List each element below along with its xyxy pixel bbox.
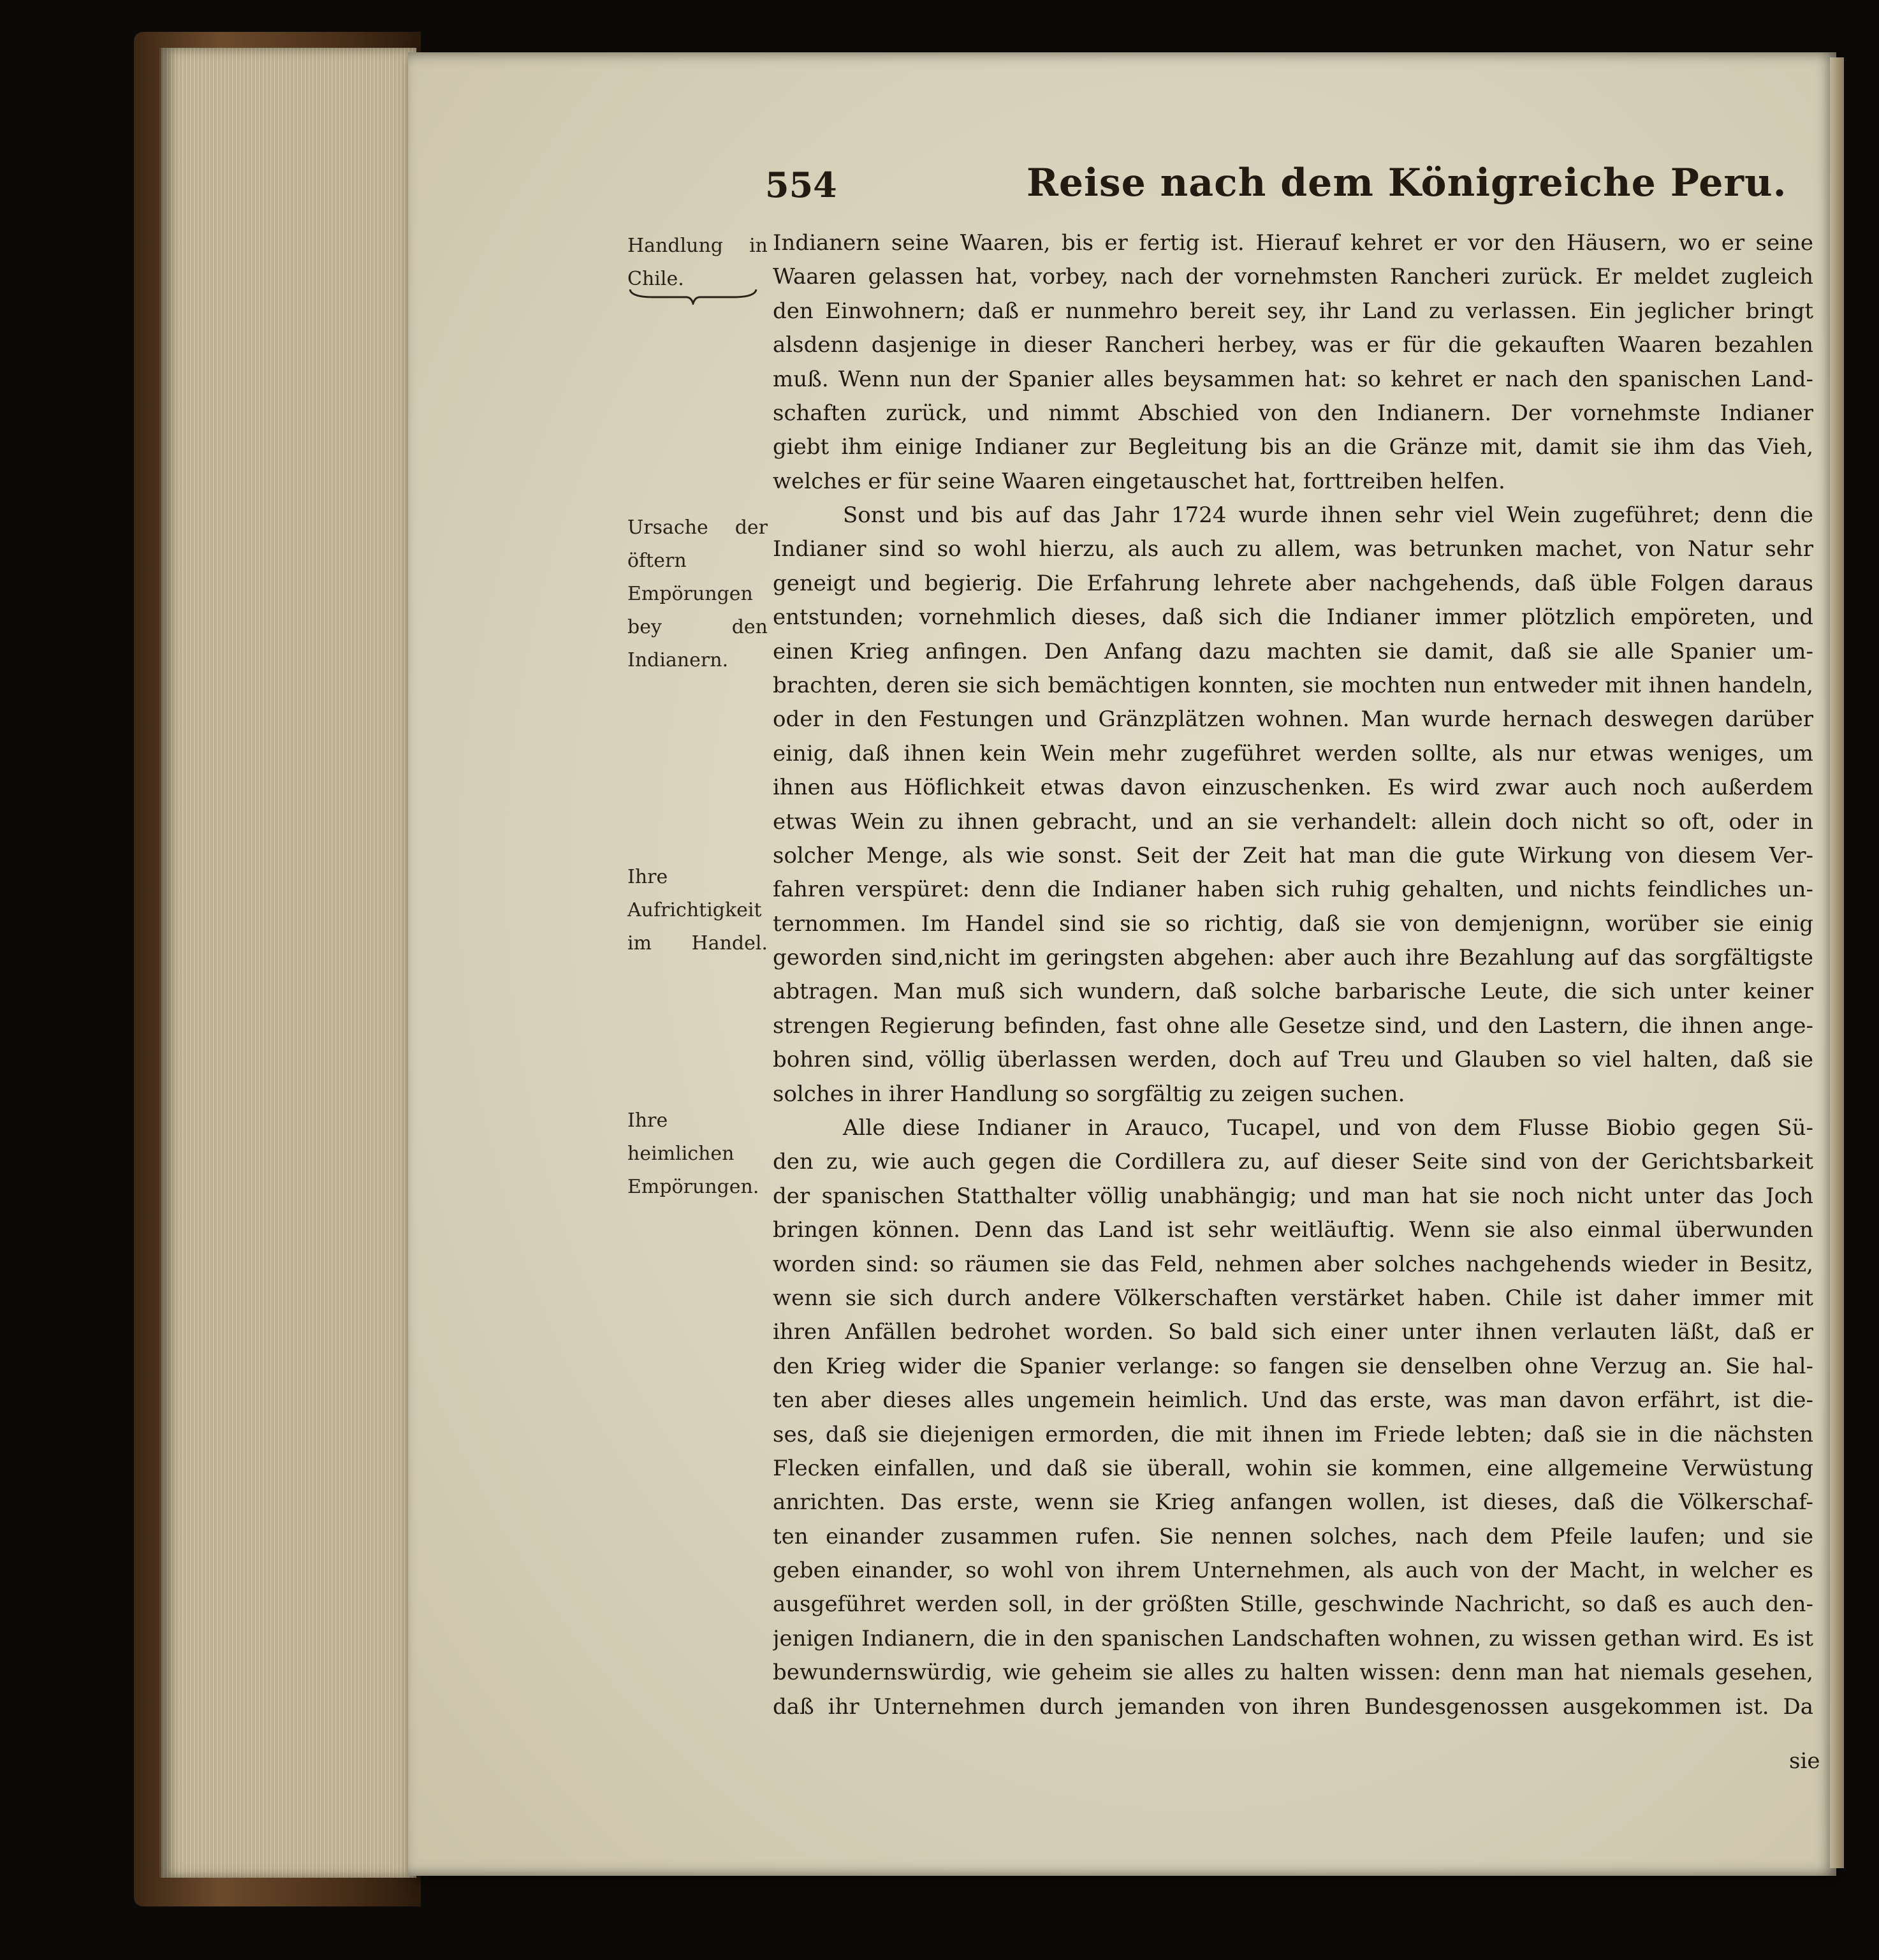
text-line: entstunden; vornehmlich dieses, daß sich die Indianer immer plötzlich empöreten, und <box>773 604 1813 631</box>
text-line: bewundernswürdig, wie geheim sie alles zu halten wissen: denn man hat niemals gesehen, <box>773 1660 1813 1686</box>
text-line: anrichten. Das erste, wenn sie Krieg anfangen wollen, ist dieses, daß die Völkerschaf- <box>773 1489 1813 1516</box>
text-line: den Einwohnern; daß er nunmehro bereit sey, ihr Land zu verlassen. Ein jeglicher bringt <box>773 298 1813 324</box>
page-edges <box>159 48 416 1878</box>
text-line: welches er für seine Waaren eingetauschet hat, forttreiben helfen. <box>773 468 1505 494</box>
text-line: ausgeführet werden soll, in der größten Stille, geschwinde Nachricht, so daß es auch den- <box>773 1591 1813 1618</box>
text-line: Flecken einfallen, und daß sie überall, wohin sie kommen, eine allgemeine Verwüstung <box>773 1455 1813 1481</box>
side-note-aufrichtigkeit: Ihre Aufrichtigkeit im Handel. <box>627 866 768 954</box>
text-line: den Krieg wider die Spanier verlange: so fangen sie denselben ohne Verzug an. Sie hal- <box>773 1353 1813 1379</box>
text-line: Indianer sind so wohl hierzu, als auch zu allem, was betrunken machet, von Natur sehr <box>773 536 1813 562</box>
text-line: jenigen Indianern, die in den spanischen Landschaften wohnen, zu wissen gethan wird. Es ist <box>773 1625 1813 1651</box>
text-line: Sonst und bis auf das Jahr 1724 wurde ihnen sehr viel Wein zugeführet; denn die <box>843 502 1813 528</box>
text-line: ihnen aus Höflichkeit etwas davon einzuschenken. Es wird zwar auch noch außerdem <box>773 775 1813 801</box>
text-line: abtragen. Man muß sich wundern, daß solche barbarische Leute, die sich unter keiner <box>773 979 1813 1005</box>
text-line: geben einander, so wohl von ihrem Unternehmen, als auch von der Macht, in welcher es <box>773 1558 1813 1584</box>
text-line: einig, daß ihnen kein Wein mehr zugeführet werden sollte, als nur etwas weniges, um <box>773 740 1813 766</box>
text-line: bringen können. Denn das Land ist sehr weitläuftig. Wenn sie also einmal überwunden <box>773 1217 1813 1243</box>
text-line: giebt ihm einige Indianer zur Begleitung bis an die Gränze mit, damit sie ihm das Vieh, <box>773 434 1813 460</box>
text-line: bohren sind, völlig überlassen werden, doch auf Treu und Glauben so viel halten, daß sie <box>773 1047 1813 1073</box>
text-line: ten aber dieses alles ungemein heimlich. Und das erste, was man davon erfährt, ist die- <box>773 1387 1813 1414</box>
page-number: 554 <box>765 165 837 205</box>
paragraph-3 <box>773 1111 1813 1724</box>
text-line: alsdenn dasjenige in dieser Rancheri herbey, was er für die gekauften Waaren bezahlen <box>773 332 1813 358</box>
running-title: Reise nach dem Königreiche Peru. <box>1027 161 1787 205</box>
paragraph-2 <box>773 499 1813 1111</box>
catchword: sie <box>1789 1748 1820 1774</box>
text-line: geneigt und begierig. Die Erfahrung lehrete aber nachgehends, daß üble Folgen daraus <box>773 570 1813 596</box>
text-line: ten einander zusammen rufen. Sie nennen solches, nach dem Pfeile laufen; und sie <box>773 1523 1813 1549</box>
text-line: wenn sie sich durch andere Völkerschaften verstärket haben. Chile ist daher immer mit <box>773 1285 1813 1311</box>
text-line: der spanischen Statthalter völlig unabhängig; und man hat sie noch nicht unter das Joch <box>773 1183 1813 1209</box>
side-note-ursache: Ursache der öftern Empörungen bey den Indianern. <box>627 516 768 671</box>
text-line: etwas Wein zu ihnen gebracht, und an sie verhandelt: allein doch nicht so oft, oder in <box>773 808 1813 835</box>
text-line: ses, daß sie diejenigen ermorden, die mit ihnen im Friede lebten; daß sie in die nächsten <box>773 1421 1813 1447</box>
text-line: Waaren gelassen hat, vorbey, nach der vornehmsten Rancheri zurück. Er meldet zugleich <box>773 264 1813 290</box>
text-line: ternommen. Im Handel sind sie so richtig, daß sie von demjenignn, worüber sie einig <box>773 911 1813 937</box>
text-line: muß. Wenn nun der Spanier alles beysammen hat: so kehret er nach den spanischen Land- <box>773 366 1813 392</box>
text-line: fahren verspüret: denn die Indianer haben sich ruhig gehalten, und nichts feindliches un- <box>773 877 1813 903</box>
text-line: ihren Anfällen bedrohet worden. So bald sich einer unter ihnen verlauten läßt, daß er <box>773 1319 1813 1345</box>
text-line: strengen Regierung befinden, fast ohne alle Gesetze sind, und den Lastern, die ihnen ange- <box>773 1013 1813 1039</box>
text-line: Indianern seine Waaren, bis er fertig ist. Hierauf kehret er vor den Häusern, wo er seine <box>773 230 1813 256</box>
text-line: schaften zurück, und nimmt Abschied von den Indianern. Der vornehmste Indianer <box>773 400 1813 426</box>
text-line: brachten, deren sie sich bemächtigen konnten, sie mochten nun entweder mit ihnen handeln, <box>773 672 1813 698</box>
text-line: daß ihr Unternehmen durch jemanden von ihren Bundesgenossen ausgekommen ist. Da <box>773 1693 1813 1720</box>
text-line: oder in den Festungen und Gränzplätzen wohnen. Man wurde hernach deswegen darüber <box>773 706 1813 733</box>
text-line: geworden sind,nicht im geringsten abgehen: aber auch ihre Bezahlung auf das sorgfältigste <box>773 945 1813 971</box>
text-line: worden sind: so räumen sie das Feld, nehmen aber solches nachgehends wieder in Besitz, <box>773 1251 1813 1277</box>
text-line: solcher Menge, als wie sonst. Seit der Zeit hat man die gute Wirkung von diesem Ver- <box>773 842 1813 868</box>
paragraph-1 <box>773 226 1813 499</box>
side-note-empoerungen: Ihre heimlichen Empörungen. <box>627 1109 759 1198</box>
text-line: solches in ihrer Handlung so sorgfältig zu zeigen suchen. <box>773 1081 1405 1107</box>
side-note-handlung: Handlung in Chile. <box>627 235 768 290</box>
text-line: Alle diese Indianer in Arauco, Tucapel, und von dem Flusse Biobio gegen Sü- <box>843 1115 1813 1141</box>
page-right-edge <box>1830 57 1844 1868</box>
text-line: den zu, wie auch gegen die Cordillera zu, auf dieser Seite sind von der Gerichtsbarkeit <box>773 1149 1813 1175</box>
text-line: einen Krieg anfingen. Den Anfang dazu machten sie damit, daß sie alle Spanier um- <box>773 638 1813 664</box>
side-note-bracket <box>627 288 759 305</box>
